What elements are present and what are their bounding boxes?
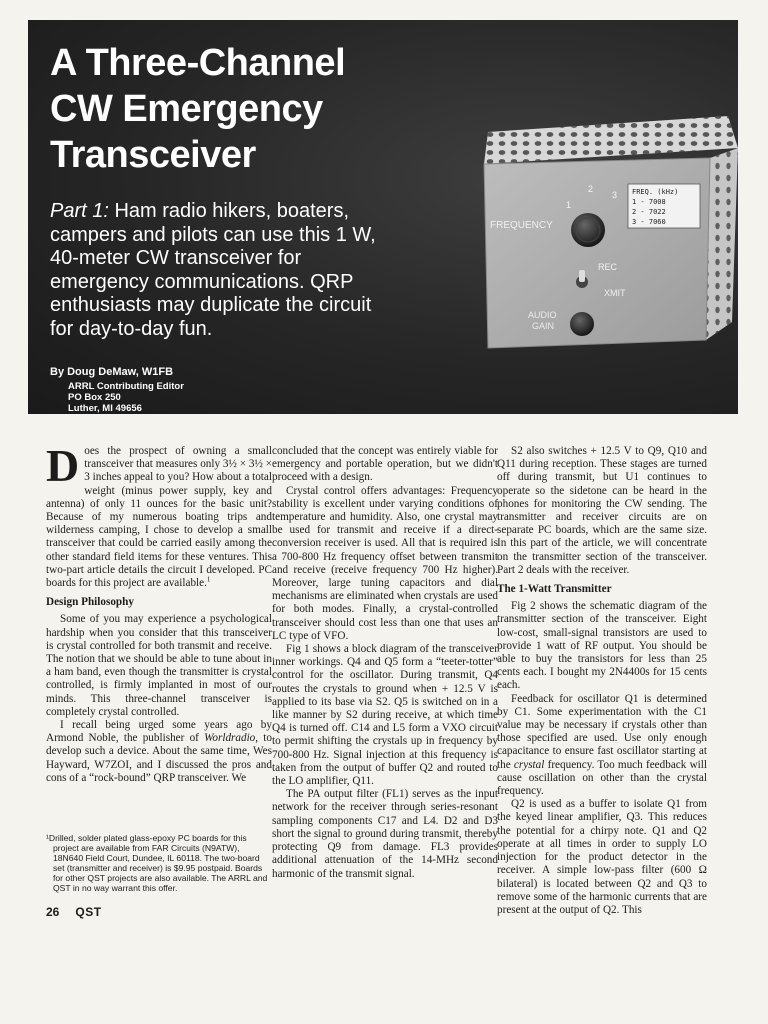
col3-p3-text-a: Feedback for oscillator Q1 is determined by C1. Some experimentation with the C1 value may be necessary if crystals other than those specified are used. Use only enough capacitance to ensure fast oscillator starting at the [497, 692, 707, 771]
design-p2-text-b: , to develop such a device. About the same time, Wes Hayward, W7ZOI, and I discussed the pros and cons of a “rock-bound” QRP transceiver. We [46, 732, 272, 784]
column-1 [46, 440, 272, 785]
audio-gain-knob [570, 312, 594, 336]
column-2 [272, 445, 498, 881]
col2-paragraph-3: Fig 1 shows a block diagram of the transceiver inner workings. Q4 and Q5 form a “teeter-totter” control for the oscillator. During transmit, Q4 routes the crystals to ground when + 12.5 V is applied to its base via S2. Q5 is switched on in a like manner by S2 during receive, at which time Q4 is turned off. C14 and L5 form a VXO circuit to permit shifting the crystals up in frequency by 700-800 Hz. Signal injection at this frequency is taken from the output of buffer Q2 and routed to the LO amplifier, Q11. [272, 643, 498, 788]
gain-label: GAIN [532, 321, 555, 331]
author-details [68, 381, 184, 414]
col3-p3-text-b: frequency. Too much feedback will cause oscillation on other than the crystal frequency. [497, 758, 707, 798]
title-banner [28, 20, 738, 414]
intro-text: oes the prospect of owning a small transceiver that measures only 3½ × 3½ × 3 inches appeal to you? How about a total weight (minus power supply, key and antenna) of only 11 ounces for the basic unit? Because of my numerous boating trips and wilderness camping, I chose to develop a small transceiver that could be carried easily among the other standard field items for these ventures. This two-part article details the circuit I developed. PC boards for this project are available. [46, 445, 272, 590]
col2-paragraph-4: The PA output filter (FL1) serves as the input network for the receiver through series-resonant sampling components C17 and L4. D2 and D3 short the signal to ground during transmit, thereby protecting Q9 from damage. FL3 provides additional attenuation of the 14-MHz second harmonic of the transmit signal. [272, 788, 498, 880]
rec-label: REC [598, 262, 618, 272]
footnote-ref: 1 [206, 575, 211, 584]
magazine-name: QST [75, 905, 102, 919]
col3-paragraph-1: S2 also switches + 12.5 V to Q9, Q10 and Q11 during reception. These stages are turned off during transmit, but U1 continues to operate so the sidetone can be heard in the phones for monitoring the CW sending. The transmitter and receiver circuits are on separate PC boards, which are the same size. In this part of the article, we will concentrate on the transmitter section of the transceiver. Part 2 deals with the receiver. [497, 445, 707, 576]
audio-label: AUDIO [528, 310, 557, 320]
col2-paragraph-1: concluded that the concept was entirely viable for emergency and portable operation, but we didn't proceed with a design. [272, 445, 498, 484]
page-number: 26 [46, 905, 60, 919]
transceiver-illustration [448, 112, 738, 362]
article-title [50, 40, 450, 178]
col3-paragraph-4: Q2 is used as a buffer to isolate Q1 from the keyed linear amplifier, Q3. This reduces the potential for a chirpy note. Q1 and Q2 operate at all times in order to supply LO injection for the product detector in the receiver. A simple low-pass filter (600 Ω bilateral) is located between Q2 and Q3 to remove some of the harmonic currents that are present at the output of Q2. This [497, 798, 707, 916]
design-p2-text-a: I recall being urged some years ago by Armond Noble, the publisher of [46, 719, 272, 745]
heading-design-philosophy: Design Philosophy [46, 596, 134, 609]
channel-1-label: 1 [566, 200, 572, 210]
design-paragraph-1: Some of you may experience a psychological hardship when you consider that this transceiver is crystal controlled for both transmit and receive. The notion that we should be able to tune about in a ham band, even though the transmitter is crystal controlled, is firmly implanted in most of our minds. This three-channel transceiver is completely crystal controlled. [46, 613, 272, 718]
channel-3-label: 3 [612, 190, 618, 200]
column-3 [497, 445, 707, 917]
subtitle-part: Part 1: [50, 200, 109, 222]
article-subtitle [50, 200, 390, 341]
heading-1-watt-transmitter: The 1-Watt Transmitter [497, 583, 612, 596]
footnote [46, 833, 272, 893]
title-line-2: CW Emergency [50, 88, 323, 130]
transceiver-photo [448, 112, 738, 362]
freq-card-line-3: 2 - 7022 [632, 208, 666, 216]
design-p2-emphasis: Worldradio [204, 732, 256, 745]
footnote-text: ¹Drilled, solder plated glass-epoxy PC boards for this project are available from FAR Circuits (N9ATW), 18N640 Field Court, Dundee, IL 60118. The two-board set (transmitter and receiver) is $9.95 postpaid. Boards for other QST projects are also available. The ARRL and QST in no way warrant this offer. [46, 833, 268, 893]
freq-card-line-1: FREQ. (kHz) [632, 188, 679, 196]
col3-paragraph-2: Fig 2 shows the schematic diagram of the transmitter section of the transceiver. Eight low-cost, small-signal transistors are used to provide 1 watt of RF output. You should be able to buy the transistors for less than 25 cents each. I bought my 2N4400s for 15 cents each. [497, 600, 707, 692]
design-paragraph-2 [46, 719, 272, 785]
col3-p3-emphasis: crystal [513, 758, 545, 771]
col2-paragraph-2: Crystal control offers advantages: Frequency stability is excellent under varying conditions of temperature and humidity. Also, one crystal may be used for transmit and receive if a direct-conversion receiver is used. All that is required is a 700-800 Hz frequency offset between transmit and receive (receive frequency 700 Hz higher). Moreover, large tuning capacitors and dial mechanisms are eliminated when crystals are used for both modes. Finally, a crystal-controlled transceiver should cost less than one that uses an LC type of VFO. [272, 484, 498, 642]
freq-card-line-4: 3 - 7060 [632, 218, 666, 226]
title-line-1: A Three-Channel [50, 42, 346, 84]
frequency-label: FREQUENCY [490, 220, 553, 231]
subtitle-text: Ham radio hikers, boaters, campers and pilots can use this 1 W, 40-meter CW transceiver for emergency communications. QRP enthusiasts may duplicate the circuit for day-to-day fun. [50, 200, 376, 340]
byline: By Doug DeMaw, W1FB [50, 366, 174, 378]
title-line-3: Transceiver [50, 134, 256, 176]
page-footer [46, 905, 102, 919]
author-address-2: Luther, MI 49656 [68, 403, 142, 414]
drop-cap: D [46, 440, 80, 491]
channel-2-label: 2 [588, 184, 594, 194]
xmit-label: XMIT [604, 288, 626, 298]
intro-paragraph [46, 440, 272, 590]
freq-card-line-2: 1 - 7008 [632, 198, 666, 206]
author-title: ARRL Contributing Editor [68, 381, 184, 392]
col3-paragraph-3 [497, 693, 707, 799]
author-address-1: PO Box 250 [68, 392, 121, 403]
